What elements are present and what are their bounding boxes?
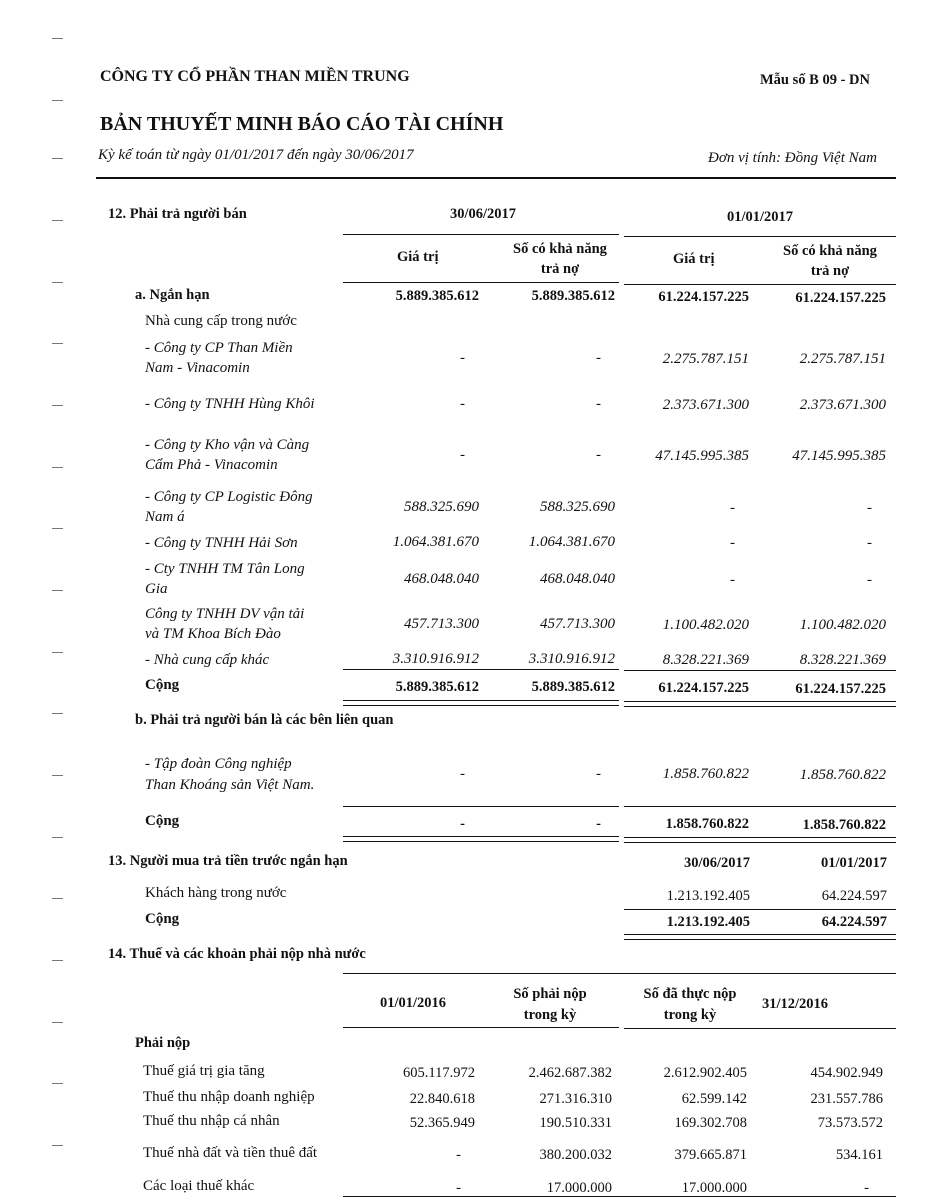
cell-value: 605.117.972 xyxy=(403,1065,475,1081)
cell-value: - xyxy=(730,535,735,551)
report-period: Kỳ kế toán từ ngày 01/01/2017 đến ngày 30/06/2017 xyxy=(98,147,414,163)
cell-value: 5.889.385.612 xyxy=(395,288,479,304)
cell-value: 64.224.597 xyxy=(821,888,887,904)
cell-value: 2.275.787.151 xyxy=(799,351,886,367)
cell-value: - xyxy=(596,447,601,463)
cell-value: - xyxy=(867,572,872,588)
total-value: 5.889.385.612 xyxy=(531,679,615,695)
cell-value: 1.064.381.670 xyxy=(528,534,615,550)
column-header-value: Giá trị xyxy=(397,249,439,265)
row-label: Nhà cung cấp trong nước xyxy=(145,313,297,329)
cell-value: 1.064.381.670 xyxy=(392,534,479,550)
total-value: 61.224.157.225 xyxy=(658,680,749,696)
cell-value: - xyxy=(730,572,735,588)
cell-value: - xyxy=(460,350,465,366)
supplier-name: - Công ty CP Than Miền Nam - Vinacomin xyxy=(145,340,293,376)
cell-value: 1.213.192.405 xyxy=(666,888,750,904)
column-header-paid: Số đã thực nộp trong kỳ xyxy=(643,986,737,1023)
cell-value: 231.557.786 xyxy=(810,1091,883,1107)
cell-value: 2.462.687.382 xyxy=(528,1065,612,1081)
cell-value: 380.200.032 xyxy=(539,1147,612,1163)
cell-value: 8.328.221.369 xyxy=(662,652,749,668)
cell-value: 190.510.331 xyxy=(539,1115,612,1131)
column-header-closing: 31/12/2016 xyxy=(762,996,829,1012)
row-label: a. Ngắn hạn xyxy=(135,287,210,303)
cell-value: 534.161 xyxy=(835,1147,883,1163)
header-rule xyxy=(96,177,896,179)
report-title: BẢN THUYẾT MINH BÁO CÁO TÀI CHÍNH xyxy=(100,113,504,135)
row-label: b. Phải trả người bán là các bên liên quan xyxy=(135,712,394,728)
total-value: 64.224.597 xyxy=(821,914,887,930)
cell-value: 52.365.949 xyxy=(409,1115,475,1131)
cell-value: 169.302.708 xyxy=(674,1115,747,1131)
supplier-name: - Công ty TNHH Hải Sơn xyxy=(145,535,298,551)
total-label: Cộng xyxy=(145,911,180,927)
subsection-label: Phải nộp xyxy=(135,1035,191,1051)
total-value: - xyxy=(460,816,465,832)
cell-value: - xyxy=(864,1180,869,1196)
cell-value: - xyxy=(867,535,872,551)
cell-value: - xyxy=(460,447,465,463)
cell-value: 1.100.482.020 xyxy=(799,617,886,633)
total-value: 1.858.760.822 xyxy=(665,816,749,832)
tax-name: Thuế thu nhập cá nhân xyxy=(143,1113,280,1129)
cell-value: 454.902.949 xyxy=(810,1065,883,1081)
cell-value: 5.889.385.612 xyxy=(531,288,615,304)
cell-value: 3.310.916.912 xyxy=(528,651,615,667)
column-date-1: 30/06/2017 xyxy=(450,206,517,222)
row-label: Khách hàng trong nước xyxy=(145,885,287,901)
section-title: 12. Phải trả người bán xyxy=(108,206,247,222)
cell-value: 61.224.157.225 xyxy=(658,289,749,305)
tax-name: Thuế nhà đất và tiền thuê đất xyxy=(143,1145,318,1161)
cell-value: - xyxy=(596,766,601,782)
supplier-name: Công ty TNHH DV vận tải và TM Khoa Bích Đào xyxy=(145,606,305,642)
total-label: Cộng xyxy=(145,813,180,829)
supplier-name: - Công ty TNHH Hùng Khôi xyxy=(145,396,315,412)
total-value: - xyxy=(596,816,601,832)
cell-value: 2.612.902.405 xyxy=(663,1065,747,1081)
tax-name: Các loại thuế khác xyxy=(143,1178,255,1194)
supplier-name: - Nhà cung cấp khác xyxy=(145,652,270,668)
company-name: CÔNG TY CỔ PHẦN THAN MIỀN TRUNG xyxy=(100,68,410,85)
cell-value: 3.310.916.912 xyxy=(392,651,479,667)
tax-name: Thuế giá trị gia tăng xyxy=(143,1063,265,1079)
cell-value: 47.145.995.385 xyxy=(655,448,749,464)
cell-value: 47.145.995.385 xyxy=(792,448,886,464)
cell-value: 468.048.040 xyxy=(540,571,615,587)
cell-value: 457.713.300 xyxy=(404,616,479,632)
total-value: 1.858.760.822 xyxy=(802,817,886,833)
tax-name: Thuế thu nhập doanh nghiệp xyxy=(143,1089,315,1105)
total-value: 61.224.157.225 xyxy=(795,681,886,697)
supplier-name: - Cty TNHH TM Tân Long Gia xyxy=(145,561,305,597)
form-code: Mẫu số B 09 - DN xyxy=(760,72,870,88)
cell-value: 8.328.221.369 xyxy=(799,652,886,668)
total-value: 5.889.385.612 xyxy=(395,679,479,695)
cell-value: 2.373.671.300 xyxy=(662,397,749,413)
cell-value: 22.840.618 xyxy=(409,1091,475,1107)
total-label: Cộng xyxy=(145,677,180,693)
column-date-1: 30/06/2017 xyxy=(683,855,750,871)
row-label: - Tập đoàn Công nghiệp Than Khoáng sản Việt Nam. xyxy=(145,756,315,793)
cell-value: 2.275.787.151 xyxy=(662,351,749,367)
column-header-value: Giá trị xyxy=(673,251,715,267)
cell-value: 2.373.671.300 xyxy=(799,397,886,413)
cell-value: - xyxy=(596,350,601,366)
cell-value: - xyxy=(730,500,735,516)
column-date-2: 01/01/2017 xyxy=(727,209,794,225)
cell-value: 588.325.690 xyxy=(540,499,615,515)
cell-value: - xyxy=(867,500,872,516)
cell-value: 62.599.142 xyxy=(681,1091,747,1107)
supplier-name: - Công ty Kho vận và Càng Cẩm Phả - Vinacomin xyxy=(145,437,310,473)
currency-unit: Đơn vị tính: Đồng Việt Nam xyxy=(708,150,877,166)
cell-value: 1.858.760.822 xyxy=(662,766,749,782)
section-title: 13. Người mua trả tiền trước ngắn hạn xyxy=(108,853,348,869)
cell-value: - xyxy=(596,396,601,412)
column-date-2: 01/01/2017 xyxy=(820,855,887,871)
cell-value: 468.048.040 xyxy=(404,571,479,587)
column-header-payable: Số có khả năng trả nợ xyxy=(783,243,877,279)
cell-value: 73.573.572 xyxy=(817,1115,883,1131)
cell-value: - xyxy=(456,1180,461,1196)
column-header-opening: 01/01/2016 xyxy=(380,995,447,1011)
cell-value: 61.224.157.225 xyxy=(795,290,886,306)
total-value: 1.213.192.405 xyxy=(666,914,750,930)
column-header-payable: Số có khả năng trả nợ xyxy=(513,241,607,277)
cell-value: 379.665.871 xyxy=(674,1147,747,1163)
cell-value: - xyxy=(460,766,465,782)
cell-value: 1.100.482.020 xyxy=(662,617,749,633)
cell-value: 457.713.300 xyxy=(540,616,615,632)
cell-value: 588.325.690 xyxy=(404,499,479,515)
cell-value: - xyxy=(460,396,465,412)
cell-value: 271.316.310 xyxy=(539,1091,612,1107)
cell-value: 17.000.000 xyxy=(681,1180,747,1196)
section-title: 14. Thuế và các khoản phải nộp nhà nước xyxy=(108,946,366,962)
supplier-name: - Công ty CP Logistic Đông Nam á xyxy=(145,489,313,525)
cell-value: 1.858.760.822 xyxy=(799,767,886,783)
cell-value: 17.000.000 xyxy=(546,1180,612,1196)
column-header-payable: Số phải nộp trong kỳ xyxy=(513,986,587,1023)
cell-value: - xyxy=(456,1147,461,1163)
